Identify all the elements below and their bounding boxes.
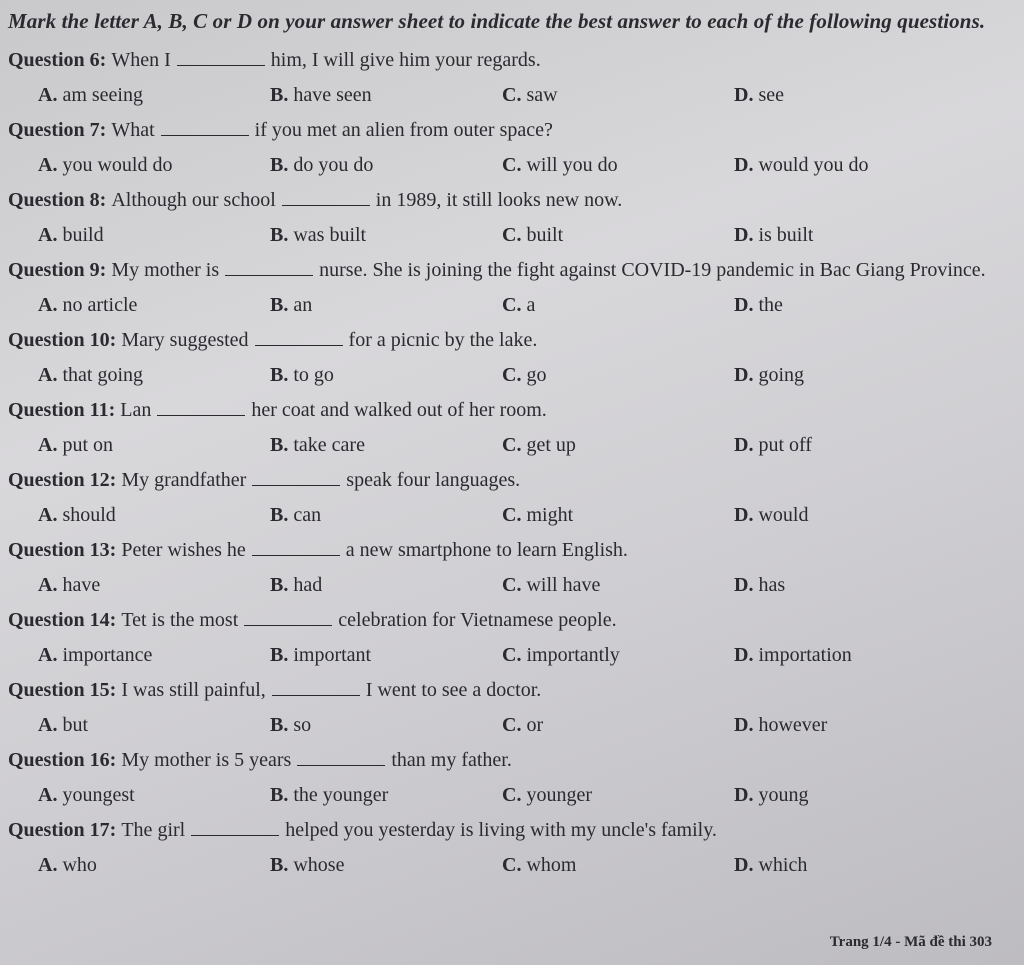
option-text: put on <box>62 434 114 456</box>
option-a <box>38 777 270 813</box>
option-letter: A. <box>38 784 63 806</box>
option-letter: A. <box>38 644 63 666</box>
option-text: youngest <box>62 784 135 806</box>
option-text: have seen <box>293 84 372 106</box>
option-letter: D. <box>734 854 759 876</box>
option-b <box>270 287 502 323</box>
question-label: Question 7: <box>8 119 112 141</box>
question-label: Question 14: <box>8 609 122 631</box>
answer-blank <box>272 679 360 696</box>
answer-blank <box>225 259 313 276</box>
option-letter: C. <box>502 154 527 176</box>
option-c <box>502 147 734 183</box>
option-a <box>38 427 270 463</box>
option-letter: A. <box>38 84 63 106</box>
question-stem <box>8 113 1004 147</box>
option-text: might <box>526 504 574 526</box>
option-d <box>734 637 974 673</box>
option-text: younger <box>526 784 592 806</box>
option-d <box>734 77 974 113</box>
option-row <box>8 147 1004 183</box>
option-d <box>734 777 974 813</box>
option-text: who <box>62 854 97 876</box>
answer-blank <box>282 189 370 206</box>
option-a <box>38 287 270 323</box>
question-text-before: My grandfather <box>121 469 247 491</box>
option-d <box>734 567 974 603</box>
option-letter: C. <box>502 224 527 246</box>
option-letter: D. <box>734 294 759 316</box>
question-text-after: her coat and walked out of her room. <box>251 399 547 421</box>
option-letter: D. <box>734 84 759 106</box>
question-text-after: for a picnic by the lake. <box>348 329 538 351</box>
option-letter: B. <box>270 84 294 106</box>
option-letter: D. <box>734 504 759 526</box>
option-text: build <box>62 224 104 246</box>
option-row <box>8 567 1004 603</box>
option-text: go <box>526 364 547 386</box>
answer-blank <box>157 399 245 416</box>
option-letter: B. <box>270 154 294 176</box>
question-stem <box>8 813 1004 847</box>
option-row <box>8 427 1004 463</box>
option-c <box>502 777 734 813</box>
option-text: can <box>293 504 322 526</box>
question-list <box>8 43 1004 883</box>
option-c <box>502 77 734 113</box>
option-text: however <box>758 714 828 736</box>
option-letter: B. <box>270 294 294 316</box>
option-letter: C. <box>502 294 527 316</box>
option-letter: C. <box>502 574 527 596</box>
option-text: whom <box>526 854 577 876</box>
option-d <box>734 147 974 183</box>
option-letter: B. <box>270 434 294 456</box>
question-text-before: Peter wishes he <box>121 539 246 561</box>
option-d <box>734 217 974 253</box>
instruction-text: Mark the letter A, B, C or D on your answer sheet to indicate the best answer to each of the following questions. <box>8 9 986 33</box>
option-row <box>8 357 1004 393</box>
option-text: going <box>758 364 805 386</box>
option-d <box>734 707 974 743</box>
option-d <box>734 847 974 883</box>
option-row <box>8 777 1004 813</box>
option-letter: C. <box>502 364 527 386</box>
option-text: will you do <box>526 154 618 176</box>
option-letter: A. <box>38 224 63 246</box>
option-letter: A. <box>38 714 63 736</box>
option-row <box>8 77 1004 113</box>
option-c <box>502 217 734 253</box>
option-letter: A. <box>38 854 63 876</box>
option-text: a <box>526 294 536 316</box>
option-letter: C. <box>502 784 527 806</box>
option-letter: B. <box>270 224 294 246</box>
question-text-before: My mother is <box>111 259 220 281</box>
answer-blank <box>177 49 265 66</box>
option-text: will have <box>526 574 601 596</box>
option-text: have <box>62 574 101 596</box>
option-letter: A. <box>38 364 63 386</box>
question-text-before: Lan <box>120 399 152 421</box>
option-d <box>734 287 974 323</box>
option-text: had <box>293 574 323 596</box>
option-letter: B. <box>270 714 294 736</box>
question-text-after: helped you yesterday is living with my uncle's family. <box>285 819 717 841</box>
option-a <box>38 217 270 253</box>
option-c <box>502 847 734 883</box>
option-text: is built <box>758 224 814 246</box>
question-14 <box>8 603 1004 673</box>
question-text-after: celebration for Vietnamese people. <box>338 609 617 631</box>
option-text: whose <box>293 854 345 876</box>
question-label: Question 13: <box>8 539 122 561</box>
question-text-before: What <box>111 119 155 141</box>
question-text-after: a new smartphone to learn English. <box>345 539 628 561</box>
option-letter: B. <box>270 364 294 386</box>
option-letter: D. <box>734 434 759 456</box>
answer-blank <box>255 329 343 346</box>
option-text: built <box>526 224 564 246</box>
question-stem <box>8 743 1004 777</box>
question-stem <box>8 43 1004 77</box>
question-text-after: speak four languages. <box>346 469 521 491</box>
question-label: Question 11: <box>8 399 121 421</box>
option-letter: B. <box>270 574 294 596</box>
option-letter: A. <box>38 434 63 456</box>
option-text: put off <box>758 434 812 456</box>
option-a <box>38 77 270 113</box>
question-stem <box>8 323 1004 357</box>
option-text: take care <box>293 434 365 456</box>
option-row <box>8 847 1004 883</box>
option-text: importantly <box>526 644 620 666</box>
option-b <box>270 637 502 673</box>
option-text: importation <box>758 644 852 666</box>
option-c <box>502 707 734 743</box>
option-letter: D. <box>734 784 759 806</box>
question-stem <box>8 603 1004 637</box>
option-text: would <box>758 504 809 526</box>
option-letter: B. <box>270 854 294 876</box>
answer-blank <box>191 819 279 836</box>
option-text: has <box>758 574 786 596</box>
question-label: Question 15: <box>8 679 122 701</box>
option-a <box>38 357 270 393</box>
option-c <box>502 637 734 673</box>
option-c <box>502 427 734 463</box>
question-7 <box>8 113 1004 183</box>
option-text: no article <box>62 294 138 316</box>
option-row <box>8 287 1004 323</box>
option-row <box>8 707 1004 743</box>
option-text: saw <box>526 84 558 106</box>
question-label: Question 9: <box>8 259 112 281</box>
question-text-before: I was still painful, <box>121 679 266 701</box>
option-text: should <box>62 504 116 526</box>
option-b <box>270 567 502 603</box>
option-c <box>502 567 734 603</box>
question-stem <box>8 393 1004 427</box>
question-6 <box>8 43 1004 113</box>
question-8 <box>8 183 1004 253</box>
option-text: do you do <box>293 154 374 176</box>
question-label: Question 10: <box>8 329 122 351</box>
option-text: importance <box>62 644 153 666</box>
option-a <box>38 637 270 673</box>
option-letter: C. <box>502 434 527 456</box>
option-text: to go <box>293 364 334 386</box>
option-letter: C. <box>502 644 527 666</box>
option-letter: A. <box>38 154 63 176</box>
option-text: important <box>293 644 372 666</box>
question-text-before: My mother is 5 years <box>121 749 292 771</box>
question-text-before: Mary suggested <box>121 329 249 351</box>
question-17 <box>8 813 1004 883</box>
question-11 <box>8 393 1004 463</box>
question-15 <box>8 673 1004 743</box>
option-letter: C. <box>502 854 527 876</box>
question-10 <box>8 323 1004 393</box>
question-stem <box>8 183 1004 217</box>
option-b <box>270 847 502 883</box>
question-9 <box>8 253 1004 323</box>
option-a <box>38 847 270 883</box>
question-text-after: if you met an alien from outer space? <box>254 119 553 141</box>
question-text-after: I went to see a doctor. <box>365 679 542 701</box>
question-label: Question 12: <box>8 469 122 491</box>
question-stem <box>8 253 1004 287</box>
question-stem <box>8 673 1004 707</box>
option-letter: A. <box>38 294 63 316</box>
question-text-after: nurse. She is joining the fight against COVID-19 pandemic in Bac Giang Province. <box>319 259 986 281</box>
option-a <box>38 497 270 533</box>
option-text: am seeing <box>62 84 143 106</box>
option-row <box>8 637 1004 673</box>
option-row <box>8 497 1004 533</box>
answer-blank <box>161 119 249 136</box>
option-b <box>270 147 502 183</box>
question-text-before: The girl <box>121 819 186 841</box>
option-d <box>734 497 974 533</box>
question-label: Question 17: <box>8 819 122 841</box>
option-c <box>502 357 734 393</box>
option-text: would you do <box>758 154 869 176</box>
question-text-before: Although our school <box>111 189 276 211</box>
option-text: or <box>526 714 544 736</box>
option-a <box>38 567 270 603</box>
option-b <box>270 77 502 113</box>
question-text-after: him, I will give him your regards. <box>270 49 541 71</box>
option-c <box>502 497 734 533</box>
option-text: the younger <box>293 784 389 806</box>
question-12 <box>8 463 1004 533</box>
option-letter: D. <box>734 154 759 176</box>
option-b <box>270 707 502 743</box>
option-letter: B. <box>270 644 294 666</box>
question-stem <box>8 533 1004 567</box>
option-letter: B. <box>270 784 294 806</box>
option-d <box>734 427 974 463</box>
question-label: Question 16: <box>8 749 122 771</box>
option-letter: C. <box>502 504 527 526</box>
option-letter: C. <box>502 714 527 736</box>
option-text: so <box>293 714 312 736</box>
option-letter: D. <box>734 224 759 246</box>
question-label: Question 8: <box>8 189 112 211</box>
option-text: that going <box>62 364 143 386</box>
answer-blank <box>252 539 340 556</box>
option-text: young <box>758 784 809 806</box>
option-text: which <box>758 854 808 876</box>
question-text-after: in 1989, it still looks new now. <box>375 189 623 211</box>
option-c <box>502 287 734 323</box>
answer-blank <box>244 609 332 626</box>
option-b <box>270 497 502 533</box>
question-text-before: Tet is the most <box>121 609 239 631</box>
option-text: was built <box>293 224 367 246</box>
answer-blank <box>297 749 385 766</box>
option-row <box>8 217 1004 253</box>
option-text: an <box>293 294 313 316</box>
option-text: you would do <box>62 154 173 176</box>
question-label: Question 6: <box>8 49 112 71</box>
option-a <box>38 707 270 743</box>
question-stem <box>8 463 1004 497</box>
question-text-before: When I <box>111 49 171 71</box>
option-text: see <box>758 84 784 106</box>
option-d <box>734 357 974 393</box>
option-b <box>270 427 502 463</box>
question-13 <box>8 533 1004 603</box>
answer-blank <box>252 469 340 486</box>
option-letter: A. <box>38 574 63 596</box>
option-letter: B. <box>270 504 294 526</box>
option-b <box>270 217 502 253</box>
option-letter: A. <box>38 504 63 526</box>
option-b <box>270 777 502 813</box>
option-text: but <box>62 714 89 736</box>
option-letter: D. <box>734 714 759 736</box>
option-letter: D. <box>734 574 759 596</box>
option-letter: D. <box>734 364 759 386</box>
option-letter: D. <box>734 644 759 666</box>
option-a <box>38 147 270 183</box>
option-letter: C. <box>502 84 527 106</box>
page-footer: Trang 1/4 - Mã đề thi 303 <box>829 934 992 950</box>
question-16 <box>8 743 1004 813</box>
option-text: get up <box>526 434 576 456</box>
option-text: the <box>758 294 783 316</box>
option-b <box>270 357 502 393</box>
question-text-after: than my father. <box>391 749 512 771</box>
